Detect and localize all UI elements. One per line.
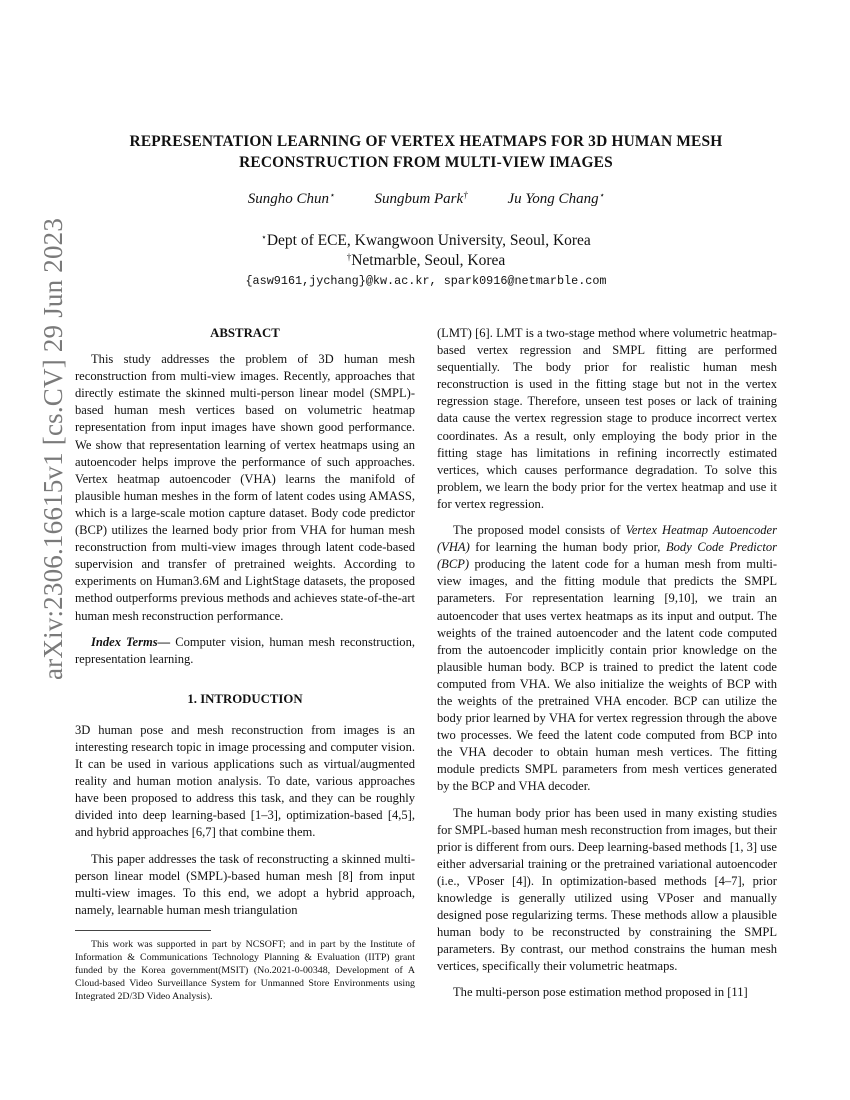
intro-paragraph-1: 3D human pose and mesh reconstruction from images is an interesting research topic in image processing and computer vision. It can be used in various applications such as virtual/augmented reality and human motion analysis. To date, various approaches have been proposed to address this task, and they can be roughly divided into deep learning-based [1–3], optimization-based [4,5], and hybrid approaches [6,7] that combine them. xyxy=(75,722,415,840)
left-column xyxy=(75,325,415,919)
paper-title: REPRESENTATION LEARNING OF VERTEX HEATMAPS FOR 3D HUMAN MESH RECONSTRUCTION FROM MULTI-VIEW IMAGES xyxy=(129,133,723,171)
index-terms xyxy=(75,634,415,668)
introduction-heading: 1. INTRODUCTION xyxy=(187,691,303,706)
arxiv-identifier-stamp: arXiv:2306.16615v1 [cs.CV] 29 Jun 2023 xyxy=(38,217,68,680)
vha-term: Vertex Heatmap Autoencoder (VHA) xyxy=(437,523,777,555)
funding-footnote: This work was supported in part by NCSOFT; and in part by the Institute of Information & Communications Technology Planning & Evaluation (IITP) grant funded by the Korea government(MSIT) (No.2021-0-00348, Development of A Cloud-based Video Surveillance System for Unmanned Store Environments using Integrated 2D/3D Video Analysis). xyxy=(75,939,415,1003)
intro-paragraph-3: (LMT) [6]. LMT is a two-stage method where volumetric heatmap-based vertex regression and SMPL fitting are performed sequentially. The body prior for realistic human mesh reconstruction is used in the fitting stage but not in the vertex regression stage. Therefore, unseen test poses or lack of training data cause the vertex regression stage to produce incorrect vertex coordinates. As a result, only employing the body prior in the fitting stage has limitations in refining incorrectly estimated vertices, which causes performance degradation. To solve this problem, we learn the body prior for the vertex heatmap and use it for vertex regression. xyxy=(437,326,777,511)
index-terms-text: Computer vision, human mesh reconstruction, representation learning. xyxy=(75,634,415,666)
footnote-rule xyxy=(75,930,211,931)
intro-paragraph-6: The multi-person pose estimation method proposed in [11] xyxy=(453,985,748,1000)
author-2: Sungbum Park† xyxy=(374,190,468,207)
author-list xyxy=(80,191,772,208)
author-1: Sungho Chun⋆ xyxy=(247,190,335,207)
abstract-heading: ABSTRACT xyxy=(210,326,280,340)
author-emails: {asw9161,jychang}@kw.ac.kr, spark0916@netmarble.com xyxy=(245,274,607,288)
bcp-term: Body Code Predictor (BCP) xyxy=(437,540,777,572)
intro-paragraph-4: The proposed model consists of Vertex Heatmap Autoencoder (VHA) for learning the human body prior, Body Code Predictor (BCP) producing the latent code for a human mesh from multi-view images, and the fitting module that predicts the SMPL parameters. For representation learning [9,10], we train an autoencoder that uses vertex heatmaps as its input and output. The weights of the trained autoencoder and the latent code computed from the autoencoder implicitly contain prior knowledge on the plausible human body. BCP is trained to predict the latent code computed from VHA. We also initialize the weights of BCP with the weights of the pretrained VHA encoder. BCP can utilize the body prior learned by VHA for vertex regression through the above two processes. We feed the latent code computed from BCP into the VHA decoder to obtain human mesh vertices. The fitting module predicts SMPL parameters from mesh vertices generated by the BCP and VHA decoder. xyxy=(437,523,777,794)
index-terms-label: Index Terms— xyxy=(91,634,171,649)
abstract-text: This study addresses the problem of 3D human mesh reconstruction from multi-view images. Recently, approaches that directly estimate the skinned multi-person linear model (SMPL)-based human mesh vertices based on volumetric heatmap representation from input images have shown good performance. We show that representation learning of vertex heatmaps using an autoencoder helps improve the performance of such approaches. Vertex heatmap autoencoder (VHA) learns the manifold of plausible human meshes in the form of latent codes using AMASS, which is a large-scale motion capture dataset. Body code predictor (BCP) utilizes the learned body prior from VHA for human mesh reconstruction from multi-view images through latent code-based supervision and transfer of pretrained weights. According to experiments on Human3.6M and LightStage datasets, the proposed method outperforms previous methods and achieves state-of-the-art human mesh reconstruction performance. xyxy=(75,352,415,623)
author-3: Ju Yong Chang⋆ xyxy=(507,190,605,207)
affiliation-1: ⋆Dept of ECE, Kwangwoon University, Seoul, Korea xyxy=(261,232,591,249)
intro-paragraph-2: This paper addresses the task of reconstructing a skinned multi-person linear model (SMPL)-based human mesh [8] from input multi-view images. To this end, we adopt a hybrid approach, namely, learnable human mesh triangulation xyxy=(75,851,415,917)
intro-paragraph-5: The human body prior has been used in many existing studies for SMPL-based human mesh reconstruction from images, but their prior is different from ours. Deep learning-based methods [1, 3] use either adversarial training or the pretrained variational autoencoder (i.e., VPoser [4]). In optimization-based methods [4–7], prior knowledge is generally utilized using VPoser and manually designed pose regularizing terms. These methods allow a plausible human body to be reconstructed by constraining the SMPL parameters. By contrast, our method constrains the human mesh vertices, specifically their volumetric heatmaps. xyxy=(437,805,777,974)
affiliation-2: †Netmarble, Seoul, Korea xyxy=(346,252,506,269)
right-column xyxy=(437,325,777,1002)
